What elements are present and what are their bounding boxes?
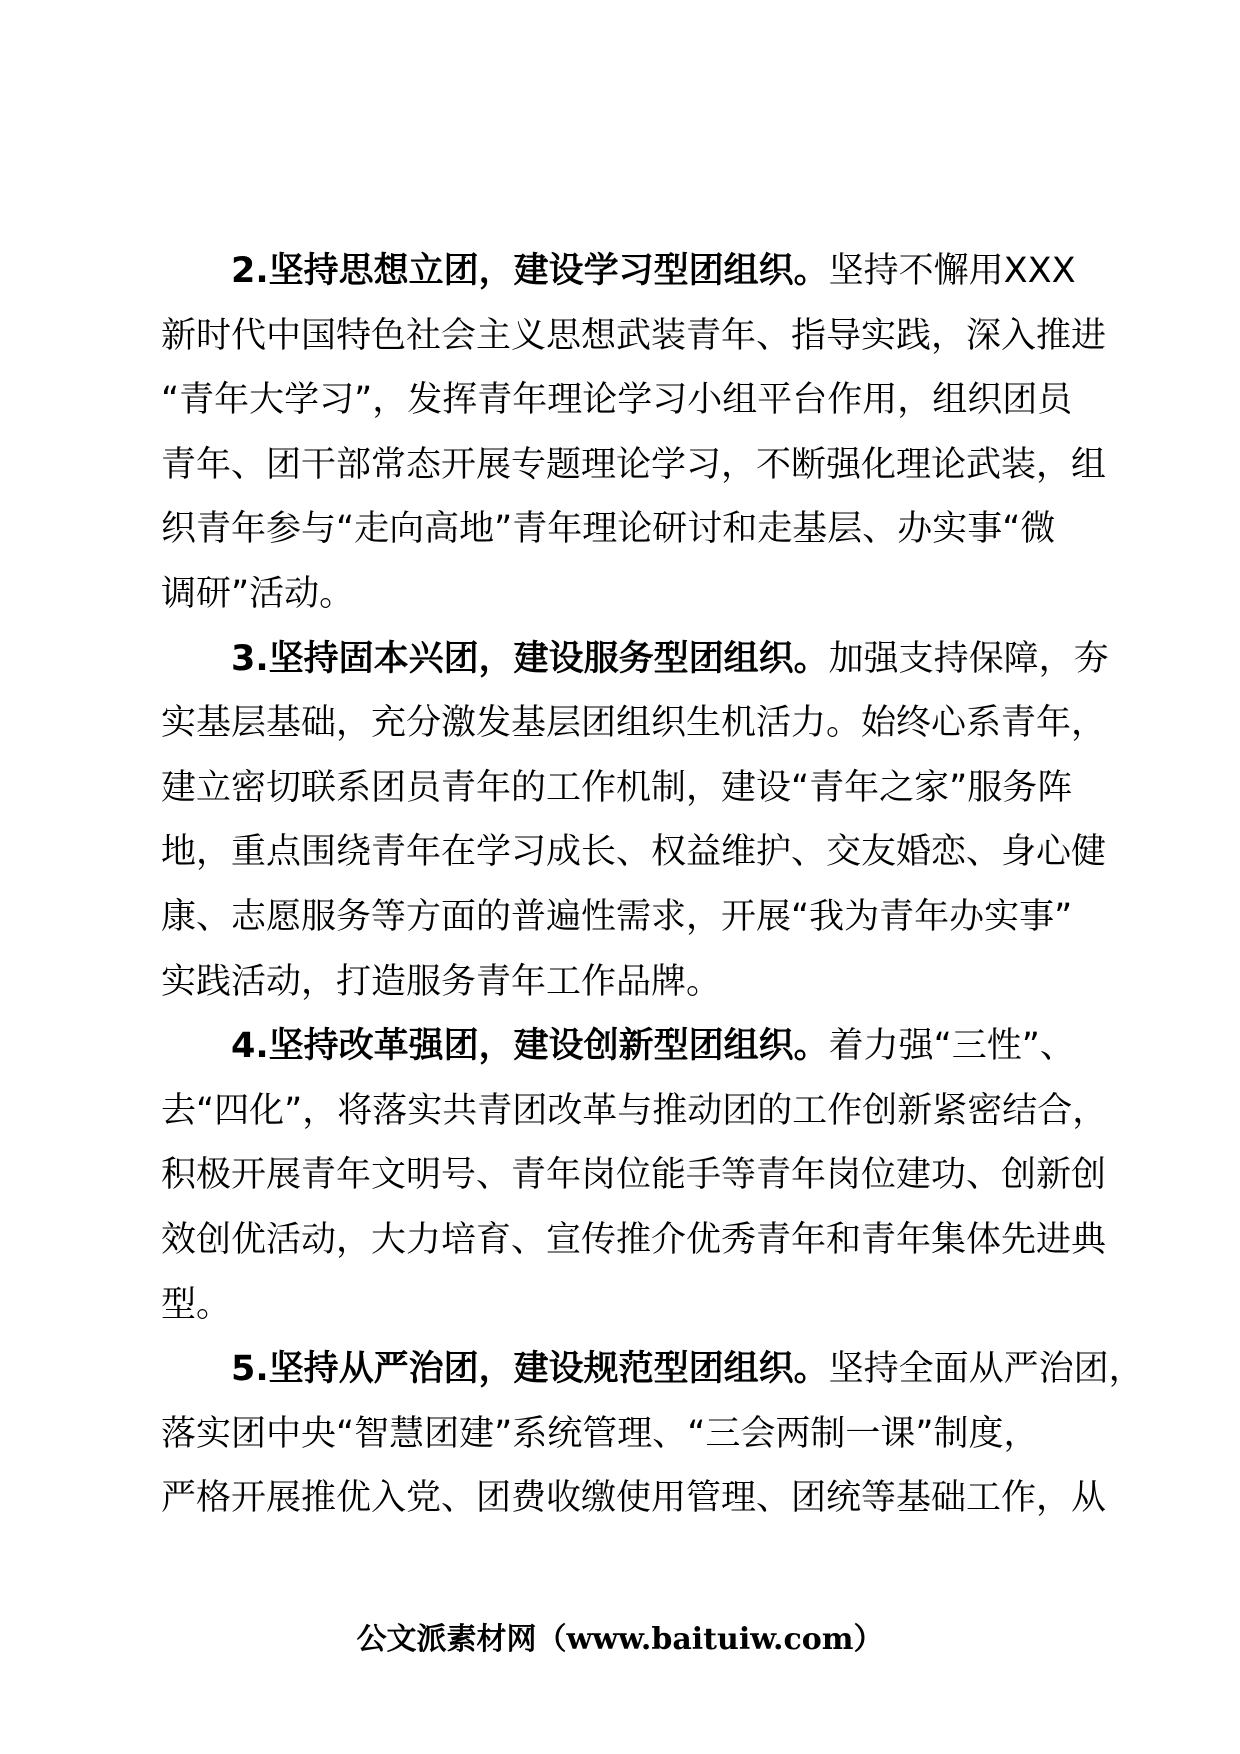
paragraph-4-text: 着力强“三性”、 xyxy=(828,1026,1075,1067)
paragraph-3-line-3: 建立密切联系团员青年的工作机制，建设“青年之家”服务阵 xyxy=(161,767,1073,808)
paragraph-4-line-2: 去“四化”，将落实共青团改革与推动团的工作创新紧密结合， xyxy=(161,1090,1108,1131)
page-footer-watermark: 公文派素材网（www.baituiw.com） xyxy=(356,1622,884,1657)
paragraph-4-line-3: 积极开展青年文明号、青年岗位能手等青年岗位建功、创新创 xyxy=(161,1155,1107,1196)
paragraph-3-text: 加强支持保障，夯 xyxy=(828,638,1109,679)
paragraph-4-line-4: 效创优活动，大力培育、宣传推介优秀青年和青年集体先进典 xyxy=(161,1219,1107,1260)
paragraph-2-line-4: 青年、团干部常态开展专题理论学习，不断强化理论武装，组 xyxy=(161,444,1107,485)
paragraph-3-line-5: 康、志愿服务等方面的普遍性需求，开展“我为青年办实事” xyxy=(161,896,1073,937)
paragraph-2-heading: 2.坚持思想立团，建设学习型团组织。 xyxy=(231,251,829,291)
paragraph-5-line-1 xyxy=(161,1337,1144,1402)
paragraph-5-text: 坚持全面从严治团， xyxy=(828,1349,1144,1390)
paragraph-3-line-4: 地，重点围绕青年在学习成长、权益维护、交友婚恋、身心健 xyxy=(161,832,1107,873)
paragraph-2-text: 坚持不懈用XXX xyxy=(828,251,1076,291)
paragraph-3-line-2: 实基层基础，充分激发基层团组织生机活力。始终心系青年， xyxy=(161,703,1107,744)
paragraph-5-line-3: 严格开展推优入党、团费收缴使用管理、团统等基础工作，从 xyxy=(161,1478,1107,1519)
paragraph-3-heading: 3.坚持固本兴团，建设服务型团组织。 xyxy=(231,638,829,679)
paragraph-5-line-2: 落实团中央“智慧团建”系统管理、“三会两制一课”制度， xyxy=(161,1413,1039,1454)
paragraph-2-line-5: 织青年参与“走向高地”青年理论研讨和走基层、办实事“微 xyxy=(161,509,1056,550)
document-body xyxy=(161,239,1144,1531)
paragraph-3-line-6: 实践活动，打造服务青年工作品牌。 xyxy=(161,961,722,1002)
paragraph-2-line-3: “青年大学习”，发挥青年理论学习小组平台作用，组织团员 xyxy=(161,380,1073,421)
paragraph-2-line-1 xyxy=(161,239,1121,304)
paragraph-3-line-1 xyxy=(161,627,1121,692)
paragraph-4-line-1 xyxy=(161,1014,1121,1079)
paragraph-4-heading: 4.坚持改革强团，建设创新型团组织。 xyxy=(231,1026,829,1067)
paragraph-4-line-5: 型。 xyxy=(161,1284,232,1325)
paragraph-2-line-6: 调研”活动。 xyxy=(161,573,355,614)
paragraph-5-heading: 5.坚持从严治团，建设规范型团组织。 xyxy=(231,1349,829,1390)
paragraph-2-line-2: 新时代中国特色社会主义思想武装青年、指导实践，深入推进 xyxy=(161,315,1107,356)
